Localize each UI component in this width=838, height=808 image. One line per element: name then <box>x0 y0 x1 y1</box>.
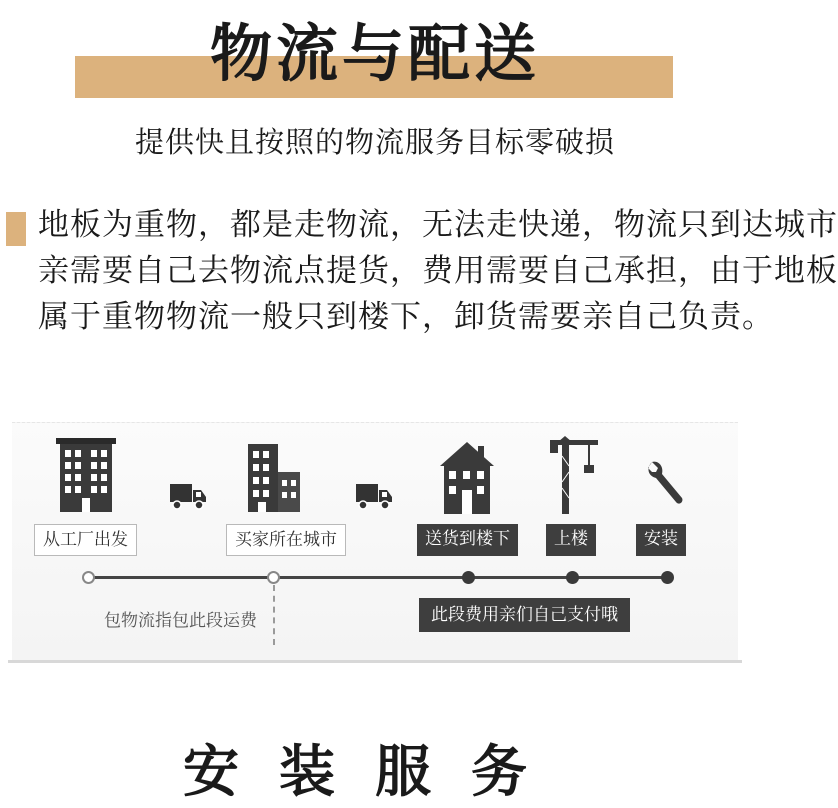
timeline-line <box>88 576 668 579</box>
timeline-dot <box>462 571 475 584</box>
timeline-dot <box>82 571 95 584</box>
included-shipping-note: 包物流指包此段运费 <box>104 611 257 631</box>
section-divider <box>8 660 742 663</box>
truck-icon <box>170 480 206 510</box>
factory-building-icon <box>56 438 116 512</box>
step-label-install: 安装 <box>636 524 686 556</box>
wrench-icon <box>646 460 686 506</box>
delivery-flow-diagram <box>0 420 750 670</box>
next-section-title: 安装服务 <box>183 739 567 805</box>
timeline-dot <box>267 571 280 584</box>
notice-line: 属于重物物流一般只到楼下，卸货需要亲自己负责。 <box>38 299 774 335</box>
timeline-dot <box>661 571 674 584</box>
step-label-upstairs: 上楼 <box>546 524 596 556</box>
city-building-icon <box>246 442 302 512</box>
notice-line: 地板为重物，都是走物流，无法走快递，物流只到达城市 <box>38 207 838 243</box>
step-label-downstairs: 送货到楼下 <box>417 524 518 556</box>
crane-icon <box>548 436 600 514</box>
step-label-factory: 从工厂出发 <box>34 524 137 556</box>
timeline-dot <box>566 571 579 584</box>
truck-icon <box>356 480 392 510</box>
paragraph-marker <box>6 212 26 246</box>
notice-line: 亲需要自己去物流点提货，费用需要自己承担，由于地板 <box>38 253 838 289</box>
page-title: 物流与配送 <box>209 17 540 90</box>
notice-paragraph <box>38 202 838 340</box>
page-subtitle: 提供快且按照的物流服务目标零破损 <box>134 125 615 159</box>
customer-pays-note: 此段费用亲们自己支付哦 <box>419 598 630 632</box>
step-label-city: 买家所在城市 <box>226 524 346 556</box>
house-icon <box>440 440 494 514</box>
timeline-divider <box>273 585 275 645</box>
